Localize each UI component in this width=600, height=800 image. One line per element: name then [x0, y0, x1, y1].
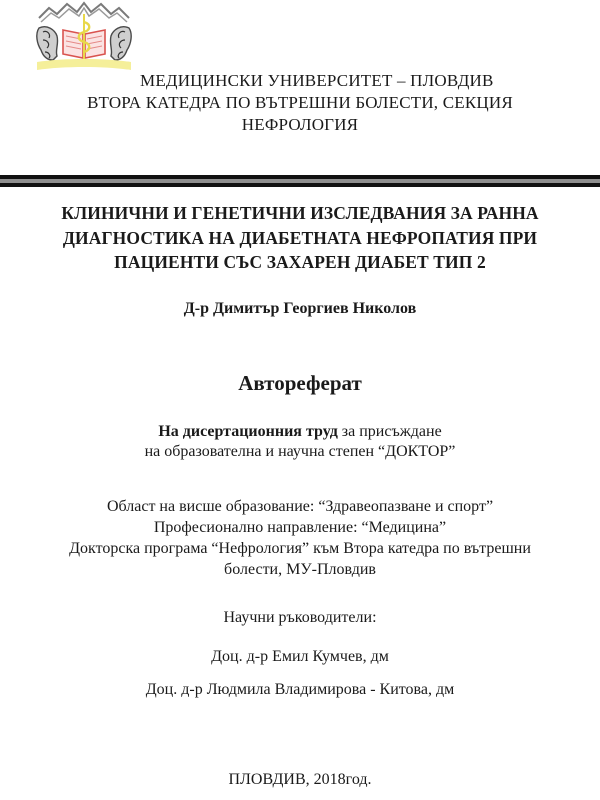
field-area: Област на висше образование: “Здравеопазване и спорт” [106, 498, 494, 515]
author-name: Д-р Димитър Георгиев Николов [183, 300, 417, 317]
department-name: ВТОРА КАТЕДРА ПО ВЪТРЕШНИ БОЛЕСТИ, СЕКЦИЯ [87, 93, 513, 112]
field-program: Докторска програма “Нефрология” към Втора катедра по вътрешни [69, 540, 531, 557]
header-divider [0, 175, 600, 187]
document-type: Автореферат [238, 371, 362, 395]
purpose-line-2: на образователна и научна степен “ДОКТОР” [144, 443, 456, 460]
degree-purpose [0, 422, 600, 462]
purpose-bold-text: На дисертационния труд [158, 423, 338, 440]
institution-name: МЕДИЦИНСКИ УНИВЕРСИТЕТ – ПЛОВДИВ [140, 71, 494, 90]
purpose-regular-text: за присъждане [337, 423, 442, 440]
field-direction: Професионално направление: “Медицина” [153, 519, 447, 536]
supervisors-label: Научни ръководители: [223, 609, 377, 626]
purpose-line-1 [0, 422, 600, 442]
section-name: НЕФРОЛОГИЯ [241, 115, 359, 134]
university-logo [33, 0, 135, 72]
thesis-title-line: ПАЦИЕНТИ СЪС ЗАХАРЕН ДИАБЕТ ТИП 2 [114, 252, 486, 272]
supervisor-name: Доц. д-р Емил Кумчев, дм [211, 648, 389, 665]
university-crest-icon [33, 0, 135, 72]
thesis-title [0, 201, 600, 275]
supervisor-name: Доц. д-р Людмила Владимирова - Китова, дм [145, 681, 455, 698]
field-program-cont: болести, МУ-Пловдив [224, 561, 376, 578]
academic-fields [0, 496, 600, 580]
thesis-title-line: КЛИНИЧНИ И ГЕНЕТИЧНИ ИЗСЛЕДВАНИЯ ЗА РАННА [61, 203, 539, 223]
place-and-year: ПЛОВДИВ, 2018год. [228, 771, 372, 788]
thesis-title-line: ДИАГНОСТИКА НА ДИАБЕТНАТА НЕФРОПАТИЯ ПРИ [62, 227, 538, 248]
